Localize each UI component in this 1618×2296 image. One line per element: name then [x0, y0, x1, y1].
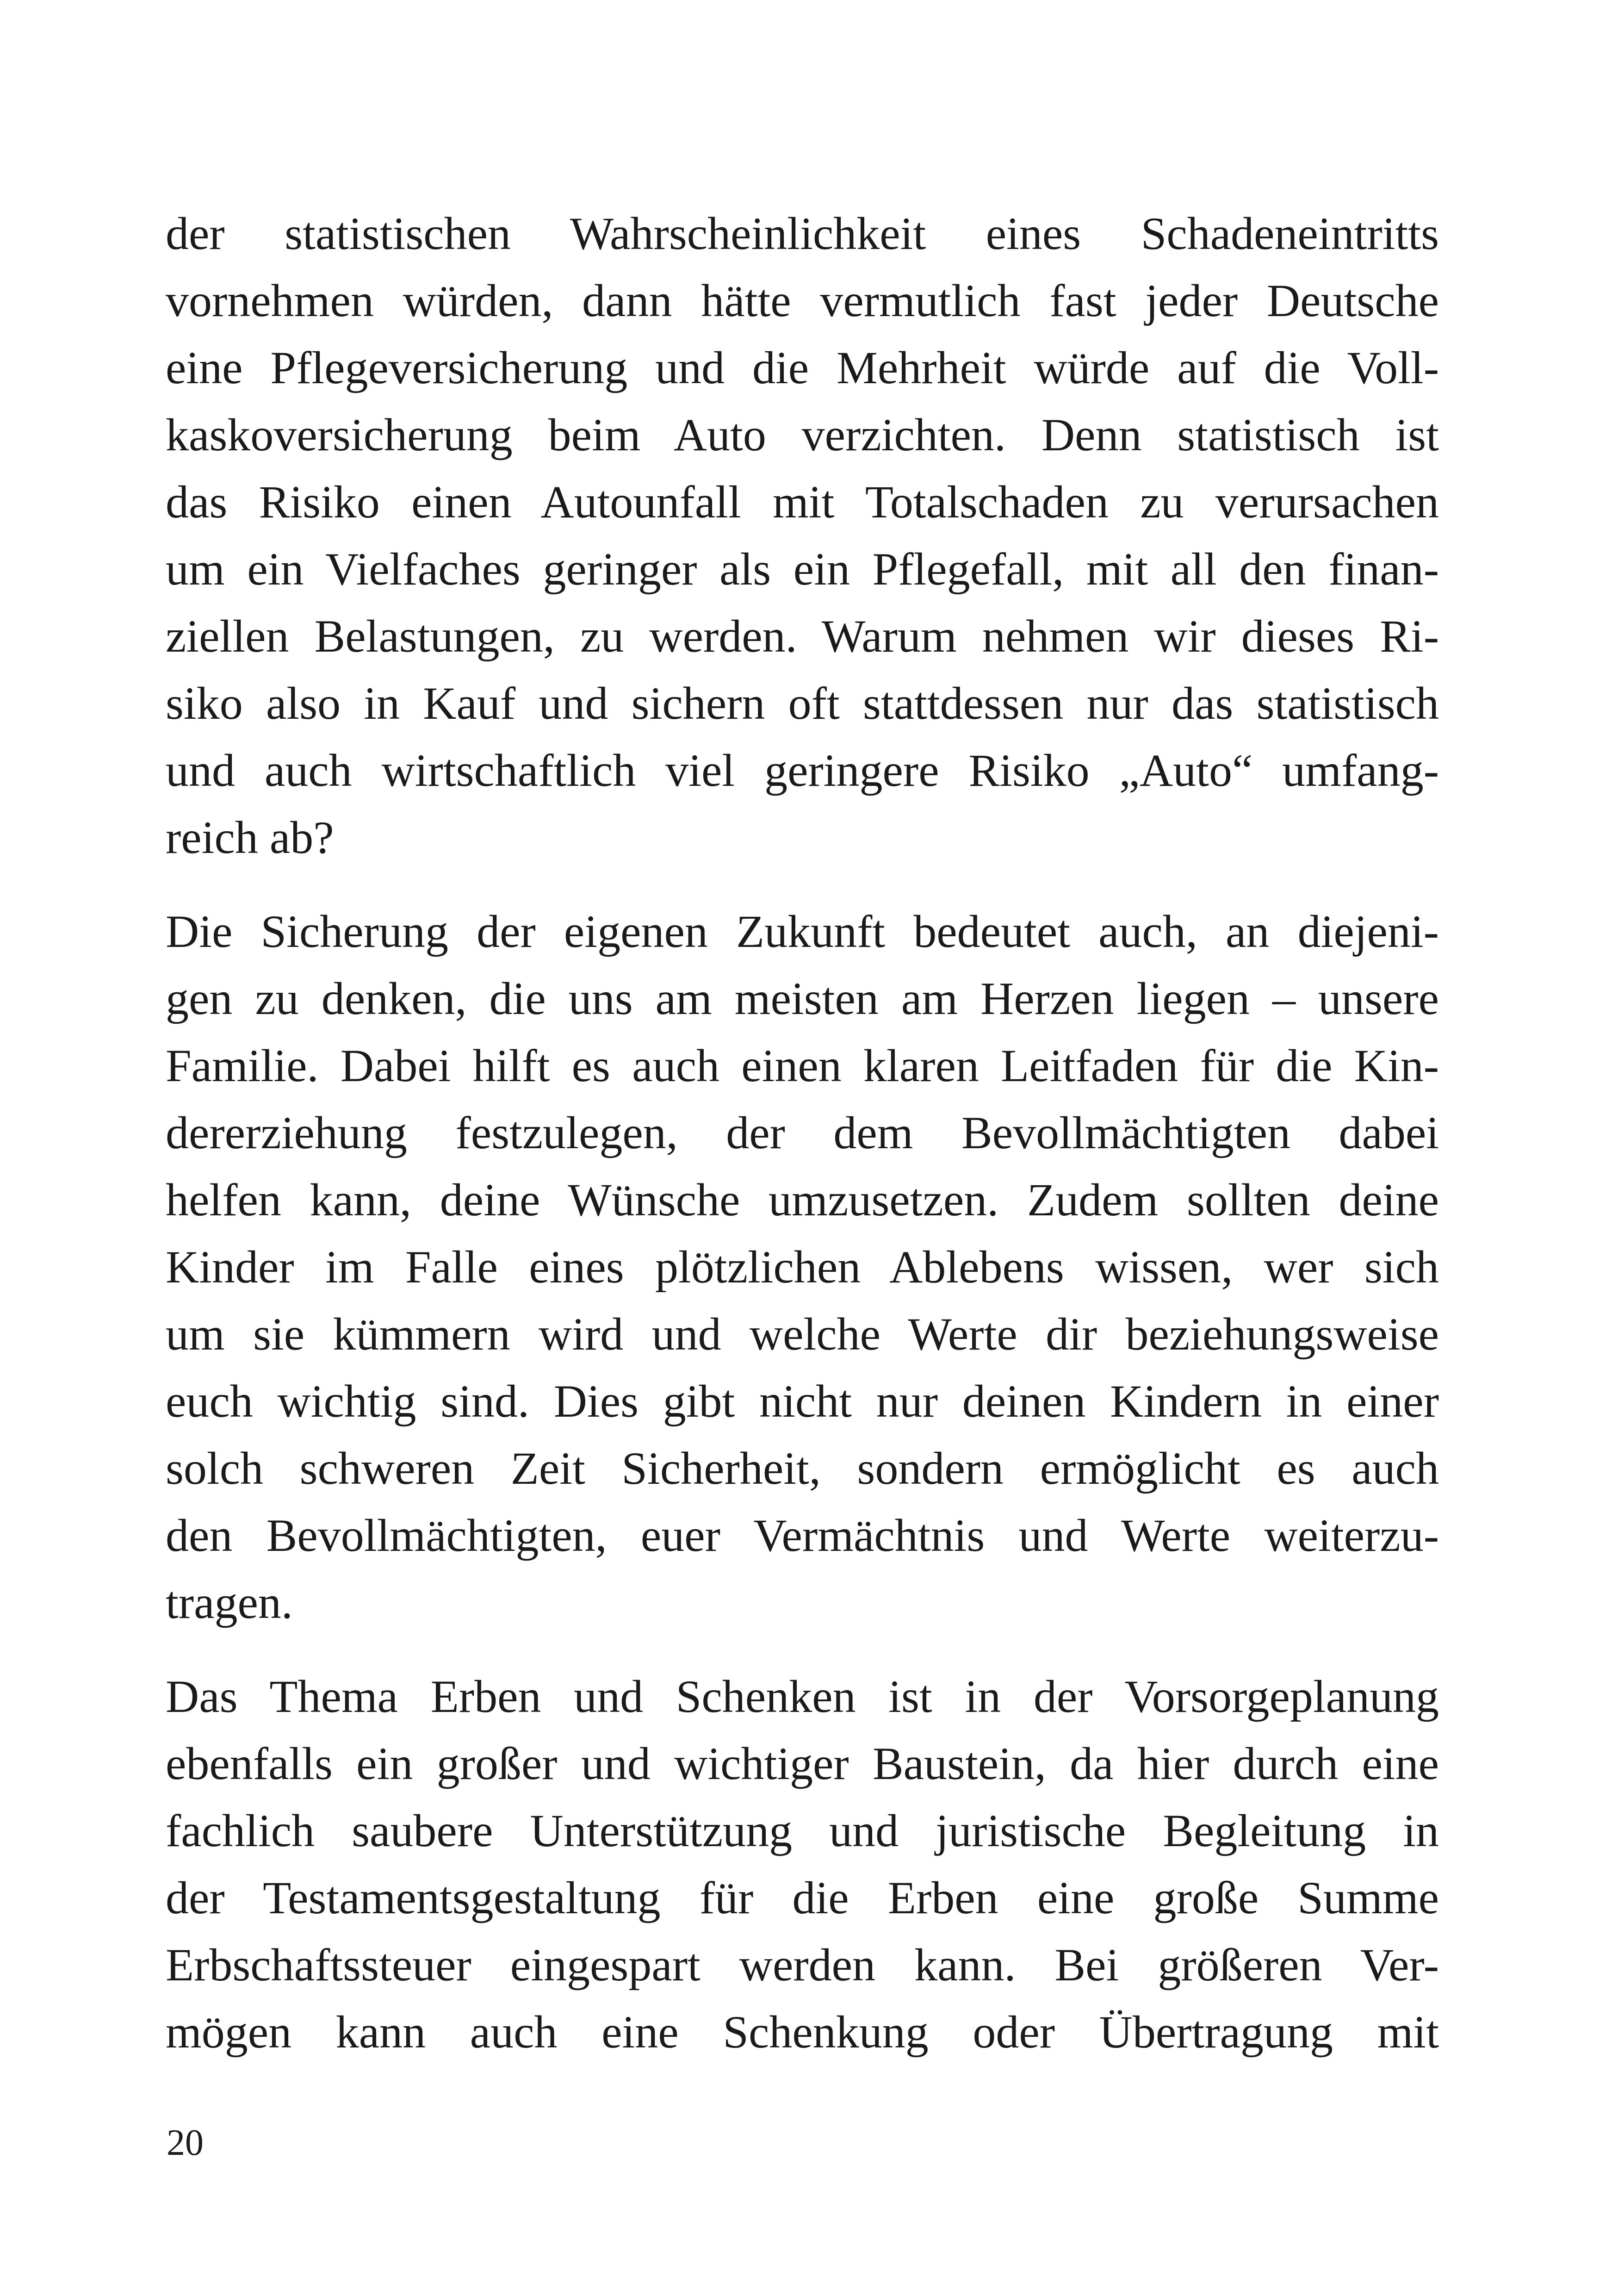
text-line: Erbschaftssteuer eingespart werden kann. Bei größeren Ver-	[166, 1939, 1439, 1991]
text-line: mögen kann auch eine Schenkung oder Übertragung mit	[166, 2006, 1439, 2058]
text-line: reich ab?	[166, 812, 334, 863]
text-line: gen zu denken, die uns am meisten am Herzen liegen – unsere	[166, 973, 1439, 1024]
body-text	[166, 200, 1439, 2092]
text-line: der Testamentsgestaltung für die Erben eine große Summe	[166, 1872, 1439, 1923]
text-line: siko also in Kauf und sichern oft stattdessen nur das statistisch	[166, 678, 1439, 729]
text-line: ziellen Belastungen, zu werden. Warum nehmen wir dieses Ri-	[166, 610, 1439, 662]
text-line: ebenfalls ein großer und wichtiger Baustein, da hier durch eine	[166, 1738, 1439, 1789]
text-line: das Risiko einen Autounfall mit Totalschaden zu verursachen	[166, 476, 1439, 528]
text-line: um sie kümmern wird und welche Werte dir beziehungsweise	[166, 1308, 1439, 1360]
text-line: fachlich saubere Unterstützung und juristische Begleitung in	[166, 1805, 1439, 1856]
text-line: euch wichtig sind. Dies gibt nicht nur deinen Kindern in einer	[166, 1375, 1439, 1427]
text-line: dererziehung festzulegen, der dem Bevollmächtigten dabei	[166, 1107, 1439, 1158]
text-line: kaskoversicherung beim Auto verzichten. Denn statistisch ist	[166, 409, 1439, 460]
page-number: 20	[167, 2122, 204, 2163]
text-line: Die Sicherung der eigenen Zukunft bedeutet auch, an diejeni-	[166, 906, 1439, 957]
text-line: Kinder im Falle eines plötzlichen Ablebens wissen, wer sich	[166, 1241, 1439, 1293]
text-line: Das Thema Erben und Schenken ist in der Vorsorgeplanung	[166, 1671, 1439, 1722]
paragraph-1	[166, 200, 1439, 871]
text-line: tragen.	[166, 1577, 293, 1628]
text-line: den Bevollmächtigten, euer Vermächtnis und Werte weiterzu-	[166, 1510, 1439, 1561]
paragraph-3	[166, 1663, 1439, 2066]
paragraph-2	[166, 898, 1439, 1636]
text-line: um ein Vielfaches geringer als ein Pflegefall, mit all den finan-	[166, 543, 1439, 595]
text-line: und auch wirtschaftlich viel geringere Risiko „Auto“ umfang-	[166, 745, 1439, 796]
text-line: der statistischen Wahrscheinlichkeit eines Schadeneintritts	[166, 208, 1439, 259]
text-line: vornehmen würden, dann hätte vermutlich fast jeder Deutsche	[166, 275, 1439, 326]
text-line: helfen kann, deine Wünsche umzusetzen. Zudem sollten deine	[166, 1174, 1439, 1226]
text-line: Familie. Dabei hilft es auch einen klaren Leitfaden für die Kin-	[166, 1040, 1439, 1091]
text-line: eine Pflegeversicherung und die Mehrheit würde auf die Voll-	[166, 342, 1439, 393]
text-line: solch schweren Zeit Sicherheit, sondern ermöglicht es auch	[166, 1443, 1439, 1494]
